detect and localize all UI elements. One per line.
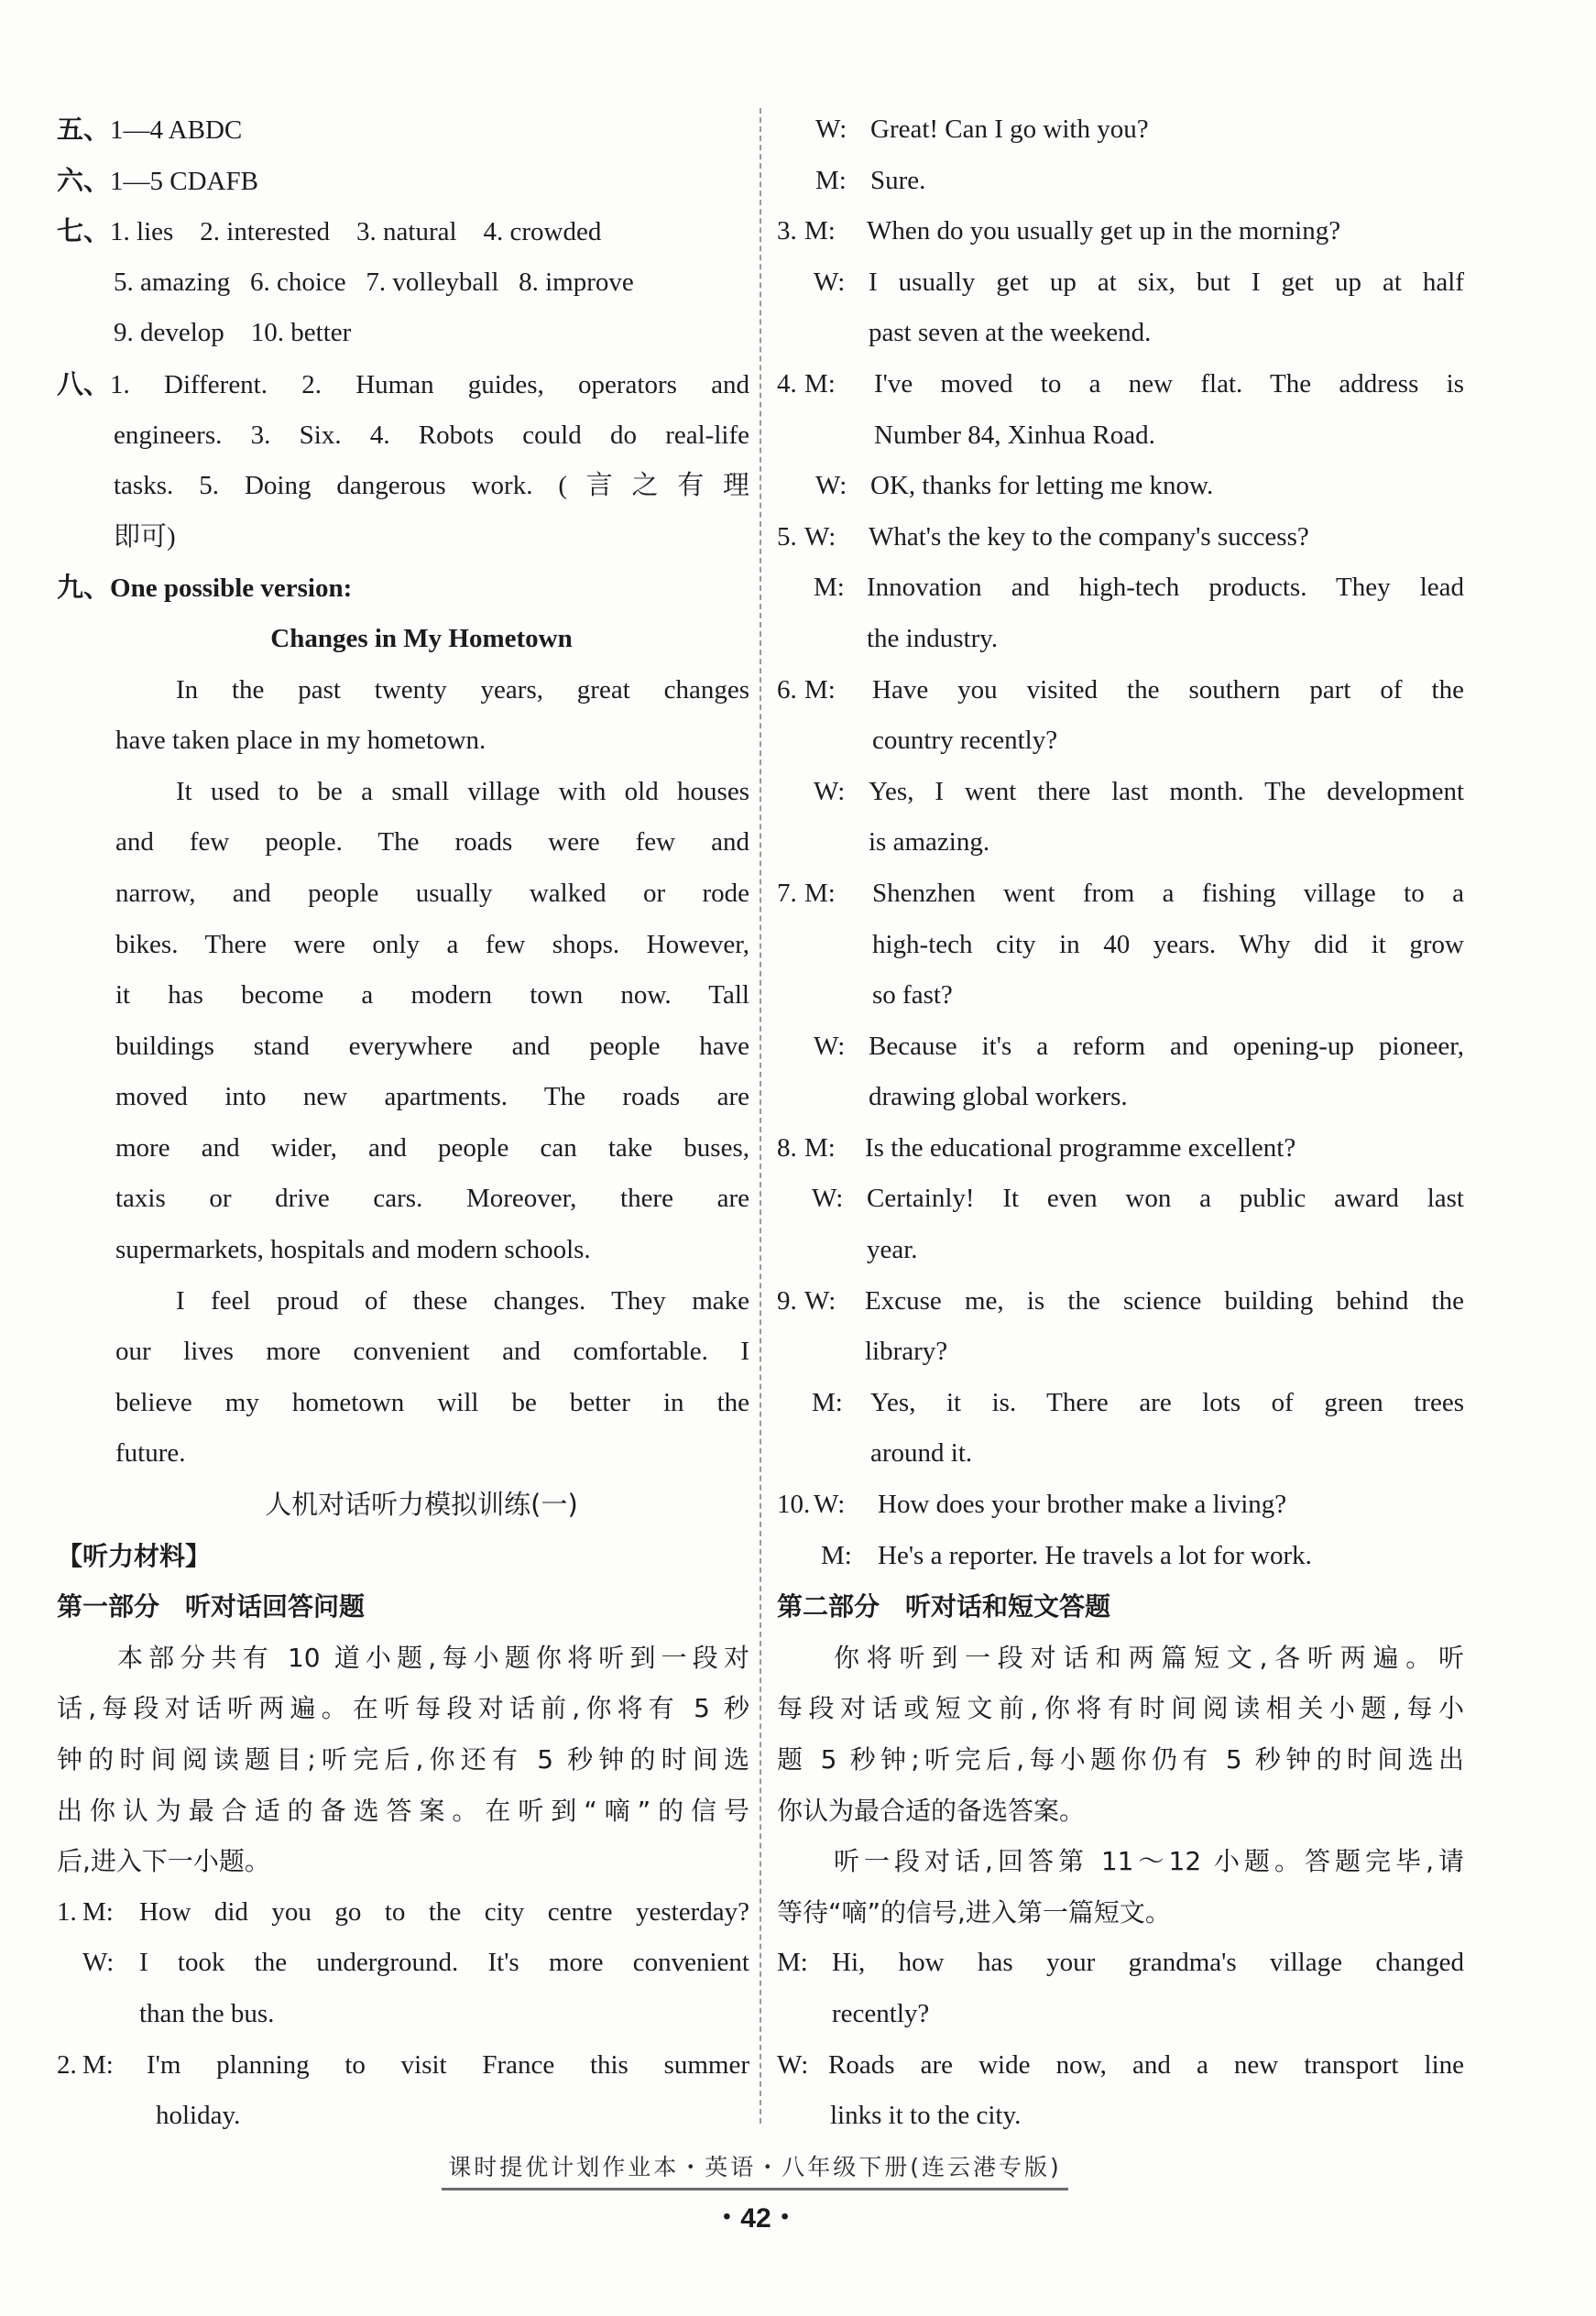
left-column: [57, 104, 749, 2142]
dialogue-text: than the bus.: [139, 1998, 275, 2028]
part2-heading: 第二部分 听对话和短文答题: [777, 1591, 1111, 1622]
dialogue-text: I took the underground. It's more convenient: [139, 1948, 749, 1978]
essay-line: narrow, and people usually walked or rode: [115, 878, 749, 908]
speaker-label: M:: [777, 1948, 808, 1978]
part1-instruction-line: 后,进入下一小题。: [57, 1846, 270, 1877]
speaker-label: M:: [804, 1132, 836, 1163]
answer-label: 八、: [57, 367, 111, 399]
dialogue-text: I've moved to a new flat. The address is: [874, 368, 1464, 399]
question-number: 4.: [777, 368, 797, 399]
dialogue-text: What's the key to the company's success?: [869, 521, 1309, 552]
essay-line: supermarkets, hospitals and modern schools.: [115, 1235, 591, 1265]
dialogue-line: [57, 1887, 749, 1939]
speaker-label: W:: [777, 2049, 809, 2080]
speaker-label: W:: [815, 471, 847, 501]
answer-label: 六、: [57, 164, 111, 196]
dialogue-text: links it to the city.: [830, 2101, 1022, 2131]
dialogue-line: [777, 104, 1464, 156]
dialogue-text: When do you usually get up in the morning?: [867, 216, 1341, 246]
essay-line: In the past twenty years, great changes: [176, 674, 749, 705]
dialogue-line: [777, 257, 1464, 309]
answer-item-8: [57, 359, 749, 410]
part1-instruction-line: 本部分共有 10 道小题,每小题你将听到一段对: [117, 1642, 749, 1673]
writing-heading-text: One possible version:: [110, 574, 353, 604]
speaker-label: W:: [814, 1031, 846, 1061]
speaker-label: W:: [814, 776, 846, 806]
section-title: 人机对话听力模拟训练(一): [265, 1489, 578, 1521]
dialogue-line: [777, 1531, 1464, 1582]
dialogue-line: [777, 1021, 1464, 1073]
answer-text: tasks. 5. Doing dangerous work. (言之有理: [114, 471, 749, 501]
answer-text: 1—5 CDAFB: [110, 166, 258, 196]
dialogue-line: [777, 1174, 1464, 1225]
dialogue-text: Shenzhen went from a fishing village to a: [872, 878, 1464, 908]
question-number: 6.: [777, 674, 797, 705]
essay-line: believe my hometown will be better in the: [115, 1387, 749, 1417]
essay-line: it has become a modern town now. Tall: [115, 980, 749, 1011]
dialogue-text: He's a reporter. He travels a lot for work.: [878, 1540, 1312, 1570]
dialogue-text: Number 84, Xinhua Road.: [874, 420, 1155, 450]
dialogue-text: I usually get up at six, but I get up at half: [869, 267, 1464, 297]
page-number: ・42・: [713, 2203, 799, 2234]
writing-label: 九、: [57, 572, 111, 604]
dialogue-text: Innovation and high-tech products. They lead: [867, 573, 1464, 603]
dialogue-line: [57, 2040, 749, 2092]
dialogue-text: Sure.: [870, 165, 926, 195]
speaker-label: M:: [804, 216, 836, 246]
speaker-label: W:: [804, 521, 836, 552]
answer-item-6: [57, 156, 749, 207]
dialogue-text: year.: [867, 1235, 918, 1265]
answer-text: engineers. 3. Six. 4. Robots could do real-life: [114, 420, 749, 450]
answer-text: 即可): [114, 521, 176, 552]
speaker-label: M:: [814, 573, 845, 603]
question-number: 8.: [777, 1132, 797, 1163]
essay-title: Changes in My Hometown: [270, 623, 573, 653]
essay-line: buildings stand everywhere and people have: [115, 1031, 749, 1061]
dialogue-text: I'm planning to visit France this summer: [147, 2049, 749, 2080]
dialogue-text: Roads are wide now, and a new transport line: [828, 2049, 1464, 2080]
right-column: [777, 104, 1464, 2142]
question-number: 7.: [777, 878, 797, 908]
dialogue-line: [777, 868, 1464, 920]
part2-instruction-line: 每段对话或短文前,你将有时间阅读相关小题,每小: [777, 1693, 1464, 1724]
speaker-label: W:: [814, 1490, 846, 1520]
answer-text: 1. Different. 2. Human guides, operators and: [110, 369, 749, 399]
part2-instruction-line: 题 5 秒钟;听完后,每小题你仍有 5 秒钟的时间选出: [777, 1744, 1464, 1775]
answer-text: 5. amazing 6. choice 7. volleyball 8. improve: [114, 267, 634, 297]
footer-rule: [442, 2188, 1068, 2190]
dialogue-text: Certainly! It even won a public award last: [867, 1184, 1464, 1214]
question-number: 3.: [777, 216, 797, 246]
essay-line: It used to be a small village with old houses: [176, 776, 749, 806]
dialogue-line: [777, 767, 1464, 818]
dialogue-line: [777, 359, 1464, 410]
answer-text: 1. lies 2. interested 3. natural 4. crowded: [110, 217, 602, 247]
answer-item-7: [57, 206, 749, 257]
writing-heading: [57, 563, 749, 614]
essay-line: our lives more convenient and comfortable. I: [115, 1337, 749, 1367]
question-number: 1.: [57, 1896, 77, 1927]
essay-line: I feel proud of these changes. They make: [176, 1285, 749, 1316]
speaker-label: M:: [804, 674, 836, 705]
speaker-label: M:: [812, 1387, 843, 1417]
dialogue-text: Yes, I went there last month. The development: [869, 776, 1464, 806]
dialogue-text: is amazing.: [869, 827, 990, 858]
speaker-label: W:: [815, 115, 847, 144]
dialogue-line: [777, 665, 1464, 716]
dialogue-text: country recently?: [872, 726, 1058, 756]
dialogue-text: recently?: [832, 1998, 930, 2028]
dialogue-text: around it.: [870, 1438, 973, 1469]
dialogue-text: drawing global workers.: [869, 1082, 1128, 1112]
dialogue-line: [777, 1378, 1464, 1429]
speaker-label: M:: [804, 368, 836, 399]
footer-book-title: 课时提优计划作业本・英语・八年级下册(连云港专版): [448, 2154, 1062, 2180]
part2-sub-instruction-line: 等待“嘀”的信号,进入第一篇短文。: [777, 1896, 1171, 1928]
dialogue-text: Have you visited the southern part of the: [872, 674, 1464, 705]
speaker-label: W:: [814, 267, 846, 297]
speaker-label: M:: [821, 1540, 852, 1570]
dialogue-text: past seven at the weekend.: [869, 318, 1152, 348]
part1-instruction-line: 钟的时间阅读题目;听完后,你还有 5 秒钟的时间选: [57, 1744, 749, 1775]
essay-line: future.: [115, 1438, 186, 1469]
part2-sub-instruction-line: 听一段对话,回答第 11～12 小题。答题完毕,请: [834, 1846, 1464, 1877]
part1-instruction-line: 话,每段对话听两遍。在听每段对话前,你将有 5 秒: [57, 1693, 749, 1724]
dialogue-line: [777, 512, 1464, 563]
answer-item-5: [57, 104, 749, 156]
dialogue-line: [777, 1480, 1464, 1531]
dialogue-line: [777, 156, 1464, 207]
dialogue-text: high-tech city in 40 years. Why did it grow: [872, 929, 1464, 959]
dialogue-line: [777, 2040, 1464, 2092]
part1-instruction-line: 出你认为最合适的备选答案。在听到“嘀”的信号: [57, 1795, 749, 1826]
essay-line: moved into new apartments. The roads are: [115, 1082, 749, 1112]
dialogue-text: Great! Can I go with you?: [870, 115, 1149, 144]
speaker-label: M:: [815, 165, 847, 195]
dialogue-line: [57, 1938, 749, 1989]
dialogue-line: [777, 563, 1464, 614]
dialogue-text: Hi, how has your grandma's village changed: [832, 1948, 1464, 1978]
question-number: 10.: [777, 1490, 811, 1520]
dialogue-text: library?: [865, 1337, 948, 1367]
dialogue-text: OK, thanks for letting me know.: [870, 471, 1214, 501]
dialogue-line: [777, 1276, 1464, 1327]
question-number: 5.: [777, 521, 797, 552]
essay-line: bikes. There were only a few shops. However,: [115, 929, 749, 959]
part2-instruction-line: 你将听到一段对话和两篇短文,各听两遍。听: [834, 1642, 1464, 1673]
essay-line: and few people. The roads were few and: [115, 827, 749, 858]
answer-label: 七、: [57, 215, 111, 247]
dialogue-text: the industry.: [867, 623, 999, 653]
speaker-label: W:: [82, 1948, 115, 1978]
answer-text: 9. develop 10. better: [114, 318, 352, 348]
speaker-label: W:: [812, 1184, 844, 1214]
dialogue-text: How does your brother make a living?: [878, 1490, 1287, 1520]
dialogue-text: How did you go to the city centre yesterday?: [139, 1896, 749, 1927]
speaker-label: M:: [804, 878, 836, 908]
speaker-label: M:: [82, 1896, 114, 1927]
question-number: 2.: [57, 2049, 77, 2080]
answer-text: 1—4 ABDC: [110, 115, 243, 145]
column-divider: [760, 108, 761, 2124]
essay-line: more and wider, and people can take buses,: [115, 1132, 749, 1163]
dialogue-line: [777, 206, 1464, 257]
essay-line: taxis or drive cars. Moreover, there are: [115, 1184, 749, 1214]
question-number: 9.: [777, 1285, 797, 1316]
essay-line: have taken place in my hometown.: [115, 726, 486, 756]
speaker-label: M:: [82, 2049, 114, 2080]
dialogue-text: Yes, it is. There are lots of green trees: [870, 1387, 1464, 1417]
dialogue-text: so fast?: [872, 980, 953, 1011]
answer-label: 五、: [57, 114, 111, 145]
dialogue-text: Is the educational programme excellent?: [865, 1132, 1296, 1163]
dialogue-line: [777, 1938, 1464, 1989]
speaker-label: W:: [804, 1285, 836, 1316]
dialogue-line: [777, 1123, 1464, 1174]
part2-instruction-line: 你认为最合适的备选答案。: [777, 1795, 1086, 1826]
dialogue-text: holiday.: [156, 2101, 241, 2131]
part1-heading: 第一部分 听对话回答问题: [57, 1591, 366, 1622]
dialogue-text: Because it's a reform and opening-up pioneer,: [869, 1031, 1464, 1061]
dialogue-text: Excuse me, is the science building behind the: [865, 1285, 1464, 1316]
materials-label: 【听力材料】: [57, 1540, 212, 1571]
dialogue-line: [777, 461, 1464, 512]
